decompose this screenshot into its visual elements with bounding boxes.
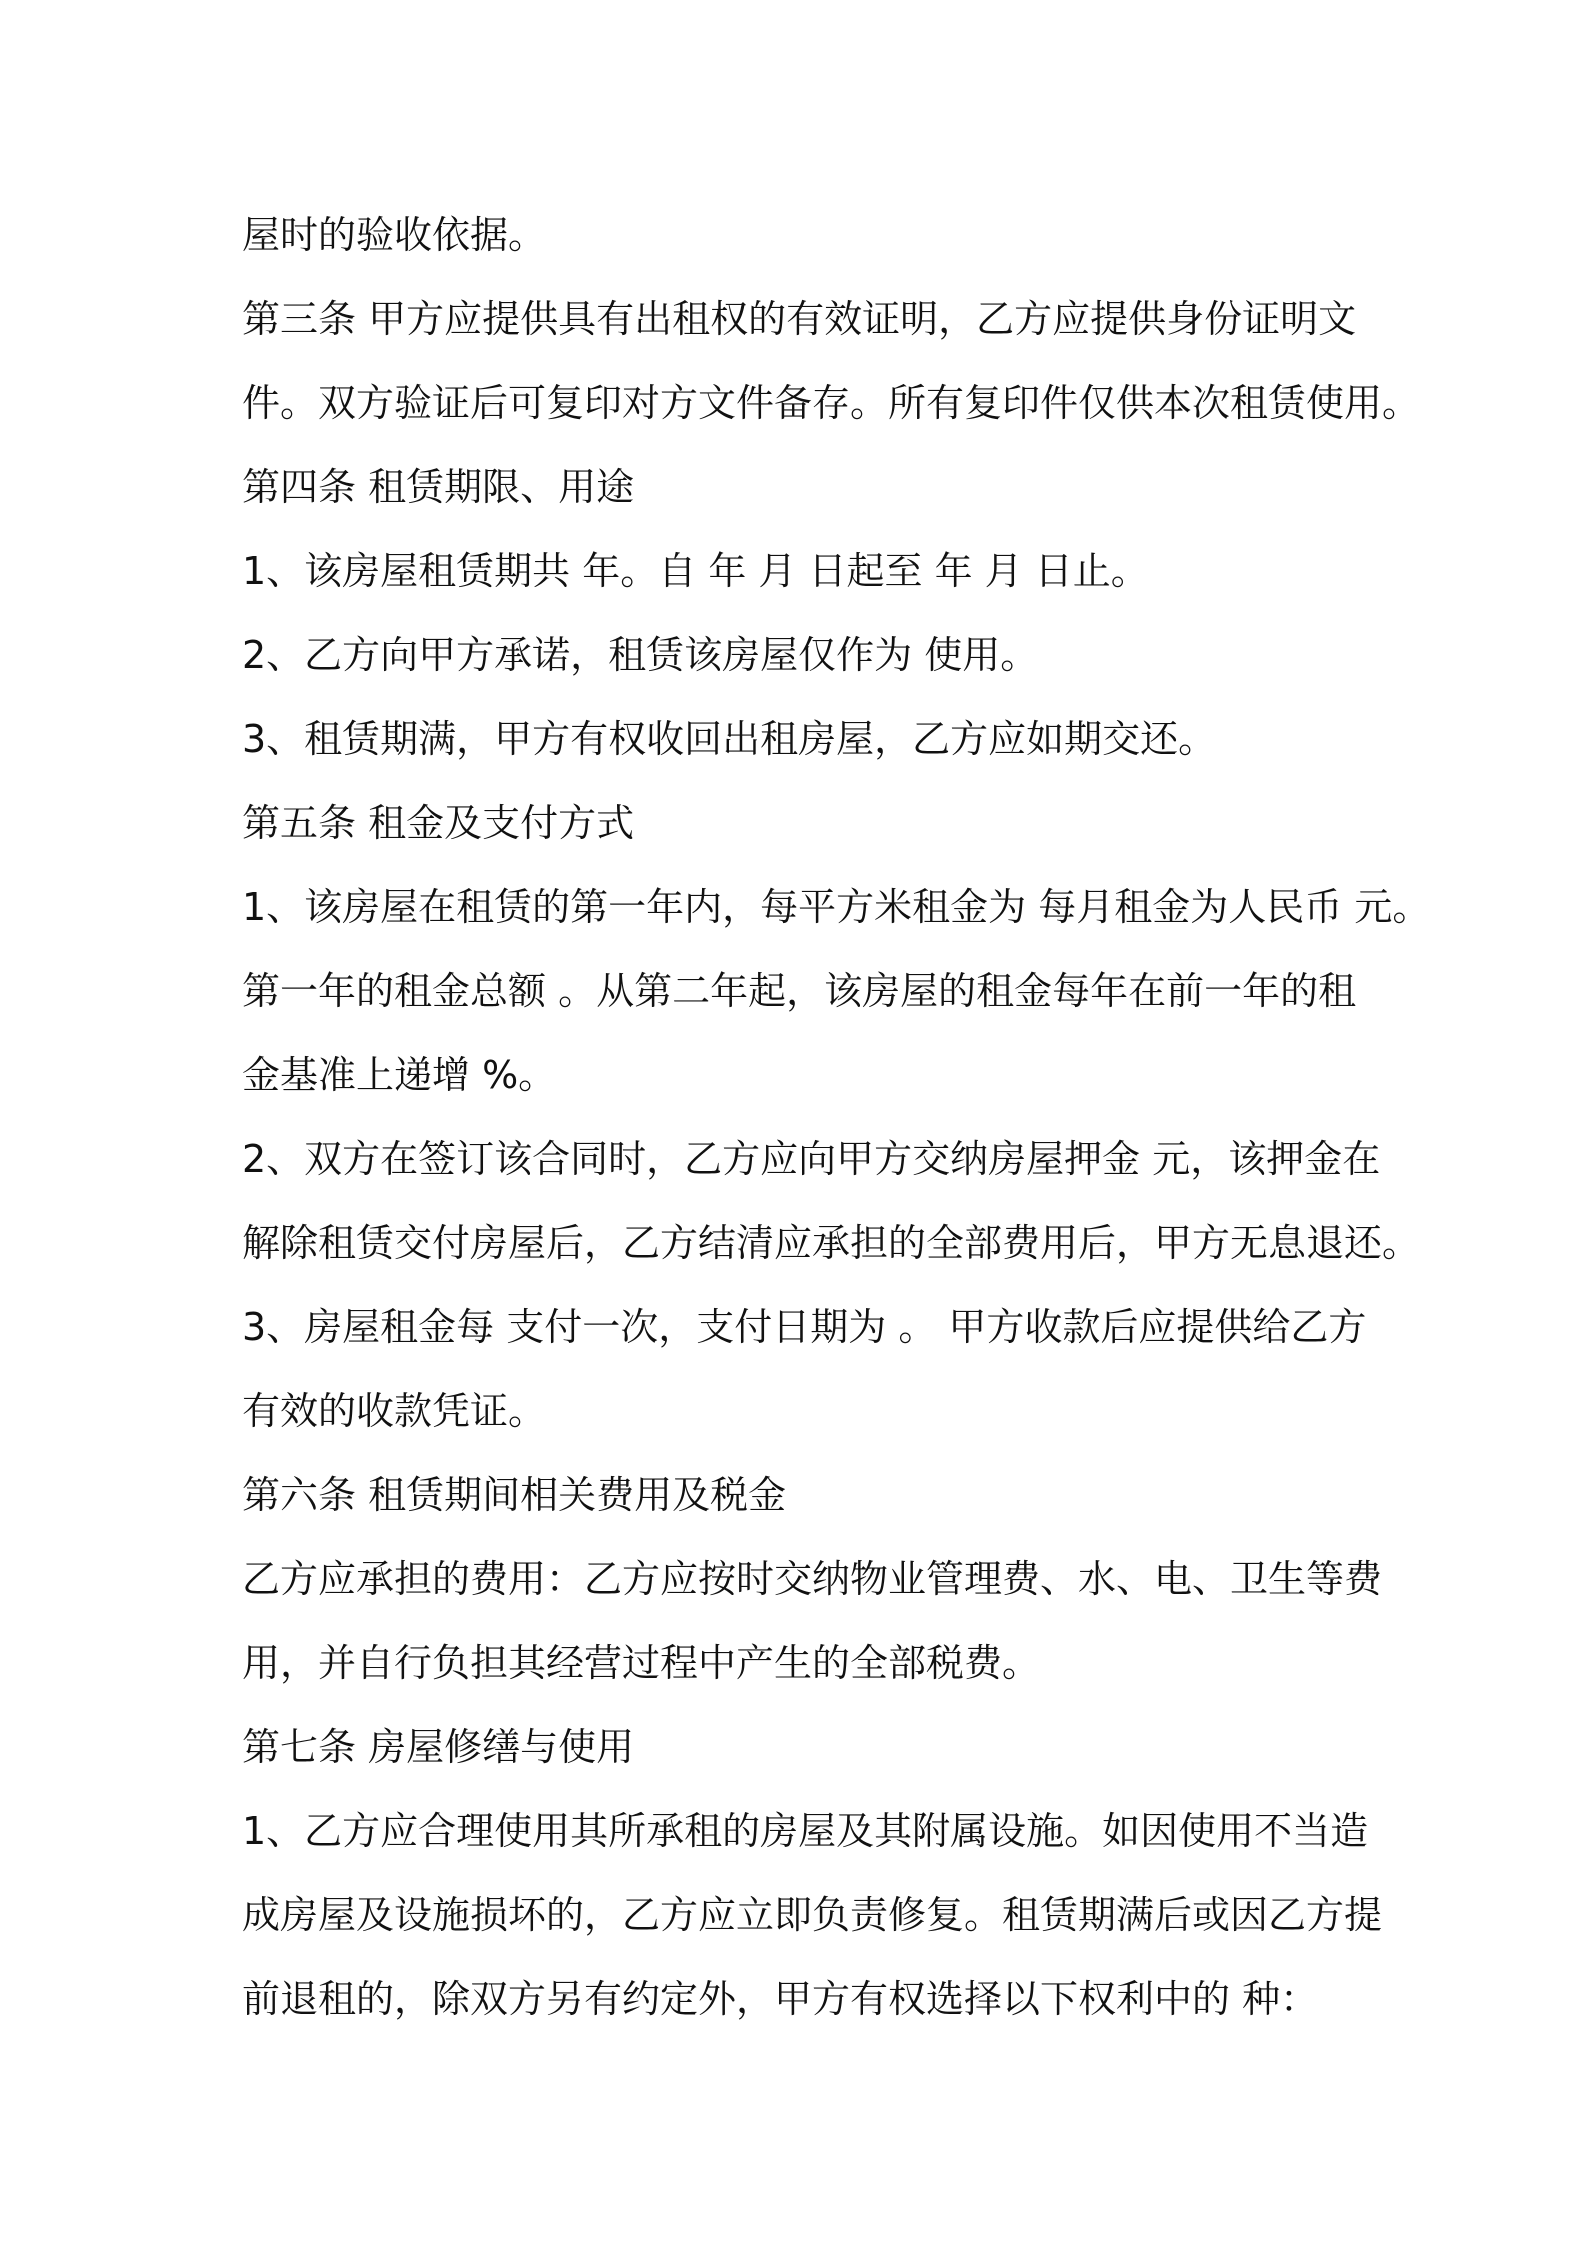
article-4-heading: 第四条 租赁期限、用途 — [242, 465, 635, 509]
text-line: 用，并自行负担其经营过程中产生的全部税费。 — [242, 1641, 1041, 1685]
text-line: 屋时的验收依据。 — [242, 213, 547, 257]
text-line: 前退租的，除双方另有约定外，甲方有权选择以下权利中的 种： — [242, 1977, 1319, 2021]
text-line: 2、双方在签订该合同时，乙方应向甲方交纳房屋押金 元，该押金在 — [242, 1137, 1381, 1181]
article-6-heading: 第六条 租赁期间相关费用及税金 — [242, 1473, 787, 1517]
text-line: 1、该房屋在租赁的第一年内，每平方米租金为 每月租金为人民币 元。 — [242, 885, 1431, 929]
text-line: 解除租赁交付房屋后，乙方结清应承担的全部费用后，甲方无息退还。 — [242, 1221, 1421, 1265]
text-line: 乙方应承担的费用：乙方应按时交纳物业管理费、水、电、卫生等费 — [242, 1557, 1383, 1601]
article-5-heading: 第五条 租金及支付方式 — [242, 801, 635, 845]
text-line: 1、该房屋租赁期共 年。自 年 月 日起至 年 月 日止。 — [242, 549, 1149, 593]
text-line: 成房屋及设施损坏的，乙方应立即负责修复。租赁期满后或因乙方提 — [242, 1893, 1383, 1937]
text-line: 3、租赁期满，甲方有权收回出租房屋，乙方应如期交还。 — [242, 717, 1217, 761]
text-line: 有效的收款凭证。 — [242, 1389, 547, 1433]
text-line: 第一年的租金总额 。从第二年起，该房屋的租金每年在前一年的租 — [242, 969, 1357, 1013]
text-line: 3、房屋租金每 支付一次，支付日期为 。 甲方收款后应提供给乙方 — [242, 1305, 1367, 1349]
text-line: 1、乙方应合理使用其所承租的房屋及其附属设施。如因使用不当造 — [242, 1809, 1369, 1853]
article-7-heading: 第七条 房屋修缮与使用 — [242, 1725, 635, 1769]
article-3-line: 第三条 甲方应提供具有出租权的有效证明，乙方应提供身份证明文 — [242, 297, 1357, 341]
document-body — [242, 193, 1431, 2041]
text-line: 件。双方验证后可复印对方文件备存。所有复印件仅供本次租赁使用。 — [242, 381, 1421, 425]
text-line: 金基准上递增 %。 — [242, 1053, 557, 1097]
text-line: 2、乙方向甲方承诺，租赁该房屋仅作为 使用。 — [242, 633, 1039, 677]
